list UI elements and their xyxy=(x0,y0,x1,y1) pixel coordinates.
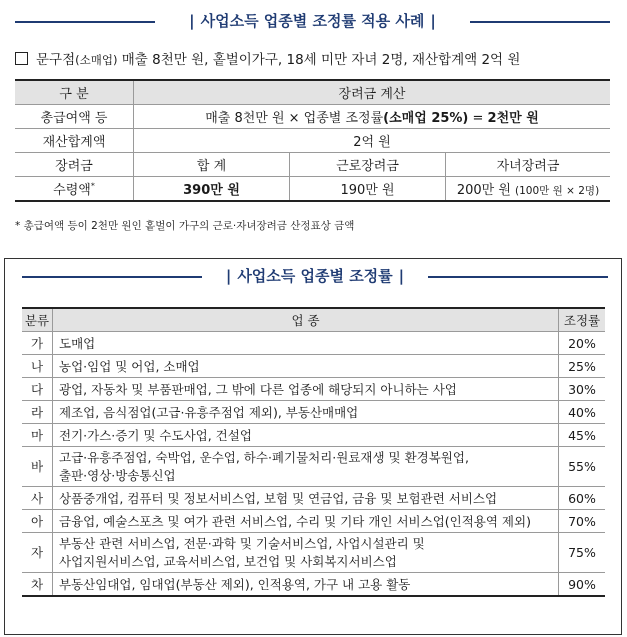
total-income-label: 총급여액 등 xyxy=(15,105,134,129)
row-industry: 전기·가스·증기 및 수도사업, 건설업 xyxy=(53,424,559,447)
row-industry: 제조업, 음식점업(고급·유흥주점업 제외), 부동산매매업 xyxy=(53,401,559,424)
section1-header-rule-right xyxy=(470,21,610,23)
row-category: 차 xyxy=(22,573,53,597)
section2-title: | 사업소득 업종별 조정률 | xyxy=(225,267,405,285)
row-industry: 부동산임대업, 임대업(부동산 제외), 인적용역, 가구 내 고용 활동 xyxy=(53,573,559,597)
amount-label xyxy=(15,177,134,202)
amount-label-mark: * xyxy=(90,181,95,191)
row-category: 바 xyxy=(22,447,53,487)
row-industry xyxy=(53,447,559,487)
row-category: 가 xyxy=(22,332,53,355)
footnote: * 총급여액 등이 2천만 원인 홑벌이 가구의 근로·자녀장려금 산정표상 금액 xyxy=(15,220,355,232)
row-industry-line2: 출판·영상·방송통신업 xyxy=(59,467,176,483)
row-rate: 55% xyxy=(559,447,606,487)
calc-rate: (소매업 25%) xyxy=(383,111,469,126)
case-text: 매출 8천만 원, 홑벌이가구, 18세 미만 자녀 2명, 재산합계액 2억 원 xyxy=(117,52,521,68)
calc-equals: = xyxy=(468,111,488,126)
row-category: 자 xyxy=(22,533,53,573)
row-category: 라 xyxy=(22,401,53,424)
assets-label: 재산합계액 xyxy=(15,129,134,153)
row-industry: 금융업, 예술스포츠 및 여가 관련 서비스업, 수리 및 기타 개인 서비스업(인적용역 제외) xyxy=(53,510,559,533)
amount-child-value: 200만 원 xyxy=(456,183,511,198)
row-rate: 30% xyxy=(559,378,606,401)
amount-total: 390만 원 xyxy=(134,177,290,202)
header-category: 구 분 xyxy=(15,80,134,105)
amount-header-total: 합 계 xyxy=(134,153,290,177)
row-rate: 45% xyxy=(559,424,606,447)
row-total-income xyxy=(15,105,610,129)
amount-child xyxy=(446,177,611,202)
section1-title: | 사업소득 업종별 조정률 적용 사례 | xyxy=(189,12,436,30)
case-description xyxy=(15,48,520,68)
row-industry xyxy=(53,533,559,573)
table-row xyxy=(22,487,605,510)
calc-prefix: 매출 8천만 원 × 업종별 조정률 xyxy=(205,111,384,126)
row-industry-line1: 부동산 관련 서비스업, 전문·과학 및 기술서비스업, 사업시설관리 및 xyxy=(59,535,425,551)
header-class: 분류 xyxy=(22,308,53,332)
row-industry: 상품중개업, 컴퓨터 및 정보서비스업, 보험 및 연금업, 금융 및 보험관련 서비스업 xyxy=(53,487,559,510)
calc-result: 2천만 원 xyxy=(487,111,539,126)
case-prefix: 문구점 xyxy=(36,52,76,68)
example-table xyxy=(15,79,610,202)
section2-title-text: 사업소득 업종별 조정률 xyxy=(237,267,393,285)
section1-title-text: 사업소득 업종별 조정률 적용 사례 xyxy=(200,12,425,30)
section1-header-rule-left xyxy=(15,21,155,23)
row-rate: 70% xyxy=(559,510,606,533)
row-rate: 20% xyxy=(559,332,606,355)
row-rate: 40% xyxy=(559,401,606,424)
amount-work: 190만 원 xyxy=(290,177,446,202)
rates-table xyxy=(22,307,605,597)
table-row xyxy=(22,533,605,573)
checkbox-icon xyxy=(15,52,28,65)
row-category: 나 xyxy=(22,355,53,378)
amount-header-label: 장려금 xyxy=(15,153,134,177)
table-row xyxy=(22,573,605,597)
row-amount-header xyxy=(15,153,610,177)
table-row xyxy=(22,332,605,355)
row-rate: 90% xyxy=(559,573,606,597)
table-row xyxy=(22,355,605,378)
row-assets xyxy=(15,129,610,153)
row-category: 마 xyxy=(22,424,53,447)
section2-header-rule-right xyxy=(428,276,608,278)
assets-value: 2억 원 xyxy=(134,129,611,153)
row-industry: 도매업 xyxy=(53,332,559,355)
row-rate: 25% xyxy=(559,355,606,378)
amount-child-note: (100만 원 × 2명) xyxy=(515,185,600,197)
header-industry: 업 종 xyxy=(53,308,559,332)
row-industry-line2: 사업지원서비스업, 교육서비스업, 보건업 및 사회복지서비스업 xyxy=(59,553,397,569)
amount-header-work: 근로장려금 xyxy=(290,153,446,177)
table-row xyxy=(22,401,605,424)
row-rate: 75% xyxy=(559,533,606,573)
row-category: 다 xyxy=(22,378,53,401)
table-row xyxy=(22,378,605,401)
example-table-header xyxy=(15,80,610,105)
row-rate: 60% xyxy=(559,487,606,510)
table-row xyxy=(22,447,605,487)
row-industry-line1: 고급·유흥주점업, 숙박업, 운수업, 하수·폐기물처리·원료재생 및 환경복원업, xyxy=(59,449,469,465)
row-industry: 농업·임업 및 어업, 소매업 xyxy=(53,355,559,378)
header-rate: 조정률 xyxy=(559,308,606,332)
row-category: 사 xyxy=(22,487,53,510)
header-calculation: 장려금 계산 xyxy=(134,80,611,105)
table-row xyxy=(22,424,605,447)
row-amount xyxy=(15,177,610,202)
row-category: 아 xyxy=(22,510,53,533)
amount-header-child: 자녀장려금 xyxy=(446,153,611,177)
table-row xyxy=(22,510,605,533)
row-industry: 광업, 자동차 및 부품판매업, 그 밖에 다른 업종에 해당되지 아니하는 사업 xyxy=(53,378,559,401)
rates-table-header xyxy=(22,308,605,332)
section2-header-rule-left xyxy=(22,276,202,278)
case-prefix-note: (소매업) xyxy=(75,53,118,67)
total-income-calc xyxy=(134,105,611,129)
amount-label-text: 수령액 xyxy=(53,183,91,198)
